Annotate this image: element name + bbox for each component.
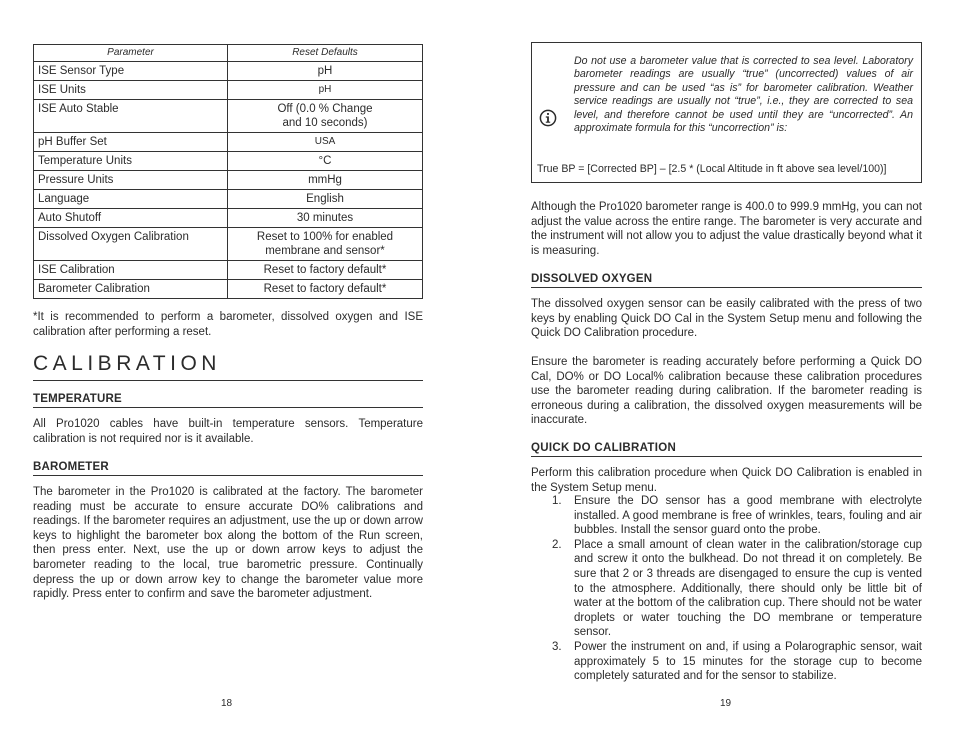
calibration-steps	[531, 494, 922, 684]
step-text: Place a small amount of clean water in the calibration/storage cup and screw it onto the bulkhead. Do not thread it on completely. Be sure that 2 or 3 threads are disengaged to ensure the cup is vented to the atmosphere. Additionally, there should only be little bit of water at the bottom of the calibration cup. There should not be water droplets or water touching the DO membrane or temperature sensor.	[574, 538, 922, 639]
reset-defaults-table	[33, 44, 423, 299]
quick-do-calibration-heading: QUICK DO CALIBRATION	[531, 442, 922, 457]
header-parameter: Parameter	[34, 45, 228, 62]
note-box	[531, 42, 922, 183]
dissolved-oxygen-paragraph-1: The dissolved oxygen sensor can be easily calibrated with the press of two keys by enabling Quick DO Cal in the System Setup menu and following the Quick DO Calibration procedure.	[531, 298, 922, 340]
reset-footnote: *It is recommended to perform a barometer, dissolved oxygen and ISE calibration after performing a reset.	[33, 311, 423, 338]
param-cell: ISE Units	[34, 81, 228, 100]
info-icon	[539, 109, 557, 127]
table-row	[34, 280, 423, 299]
value-cell: Reset to factory default*	[228, 261, 423, 280]
value-cell: Reset to factory default*	[228, 280, 423, 299]
dissolved-oxygen-paragraph-2: Ensure the barometer is reading accurately before performing a Quick DO Cal, DO% or DO Local% calibration because these calibration procedures use the barometer reading during calibration. If the barometer reading is erroneous during a calibration, the dissolved oxygen measurements will be inaccurate.	[531, 356, 922, 427]
list-item	[531, 494, 922, 538]
value-cell: USA	[228, 133, 423, 152]
value-cell: English	[228, 190, 423, 209]
quick-do-intro: Perform this calibration procedure when Quick DO Calibration is enabled in the System Setup menu.	[531, 467, 922, 494]
note-text: Do not use a barometer value that is corrected to sea level. Laboratory barometer readings are usually “true” (uncorrected) values of air pressure and can be used “as is” for barometer calibration. Weather service readings are usually not “true”, i.e., they are corrected to sea level, and therefore cannot be used until they are “uncorrected”. An approximate formula for this “uncorrection” is:	[574, 55, 913, 135]
note-formula: True BP = [Corrected BP] – [2.5 * (Local Altitude in ft above sea level/100)]	[537, 163, 887, 175]
param-cell: Language	[34, 190, 228, 209]
section-title: CALIBRATION	[33, 352, 423, 381]
table-row	[34, 133, 423, 152]
table-row	[34, 81, 423, 100]
table-row	[34, 62, 423, 81]
param-cell: Auto Shutoff	[34, 209, 228, 228]
barometer-paragraph: The barometer in the Pro1020 is calibrated at the factory. The barometer reading must be accurate to ensure accurate DO% calibrations and readings. If the barometer requires an adjustment, use the up or down arrow keys to highlight the barometer box along the bottom of the Run screen, then press enter. Next, use the up or down arrow keys to adjust the barometer reading to the local, true barometric pressure. Continually depress the up or down arrow key to change the barometer value more rapidly. Press enter to confirm and save the barometer adjustment.	[33, 486, 423, 601]
header-reset-defaults: Reset Defaults	[228, 45, 423, 62]
barometer-heading: BAROMETER	[33, 461, 423, 476]
list-item	[531, 538, 922, 640]
param-cell: pH Buffer Set	[34, 133, 228, 152]
param-cell: Temperature Units	[34, 152, 228, 171]
step-number: 1.	[552, 495, 562, 507]
table-row	[34, 190, 423, 209]
table-header-row	[34, 45, 423, 62]
step-text: Ensure the DO sensor has a good membrane with electrolyte installed. A good membrane is free of wrinkles, tears, fouling and air bubbles. Install the sensor guard onto the probe.	[574, 495, 922, 537]
table-row	[34, 100, 423, 133]
table-row	[34, 261, 423, 280]
value-cell: Reset to 100% for enabled membrane and sensor*	[228, 228, 423, 261]
param-cell: ISE Calibration	[34, 261, 228, 280]
value-cell: pH	[228, 81, 423, 100]
page-number-left: 18	[221, 698, 233, 709]
param-cell: ISE Sensor Type	[34, 62, 228, 81]
barometer-range-paragraph: Although the Pro1020 barometer range is 400.0 to 999.9 mmHg, you can not adjust the value across the entire range. The barometer is very accurate and the instrument will not allow you to adjust the value drastically beyond what it is measuring.	[531, 201, 922, 257]
param-cell: Pressure Units	[34, 171, 228, 190]
param-cell: Barometer Calibration	[34, 280, 228, 299]
value-cell: 30 minutes	[228, 209, 423, 228]
table-row	[34, 209, 423, 228]
value-cell: °C	[228, 152, 423, 171]
step-text: Power the instrument on and, if using a Polarographic sensor, wait approximately 5 to 15 minutes for the storage cup to become completely saturated and for the sensor to stabilize.	[574, 640, 922, 683]
value-cell: pH	[228, 62, 423, 81]
value-cell: Off (0.0 % Change and 10 seconds)	[228, 100, 423, 133]
temperature-paragraph: All Pro1020 cables have built-in temperature sensors. Temperature calibration is not required nor is it available.	[33, 418, 423, 445]
step-number: 2.	[552, 538, 562, 551]
table-row	[34, 171, 423, 190]
step-number: 3.	[552, 640, 562, 653]
dissolved-oxygen-heading: DISSOLVED OXYGEN	[531, 273, 922, 288]
page-number-right: 19	[720, 698, 732, 709]
value-cell: mmHg	[228, 171, 423, 190]
param-cell: Dissolved Oxygen Calibration	[34, 228, 228, 261]
table-row	[34, 152, 423, 171]
list-item	[531, 640, 922, 684]
param-cell: ISE Auto Stable	[34, 100, 228, 133]
temperature-heading: TEMPERATURE	[33, 393, 423, 408]
table-row	[34, 228, 423, 261]
